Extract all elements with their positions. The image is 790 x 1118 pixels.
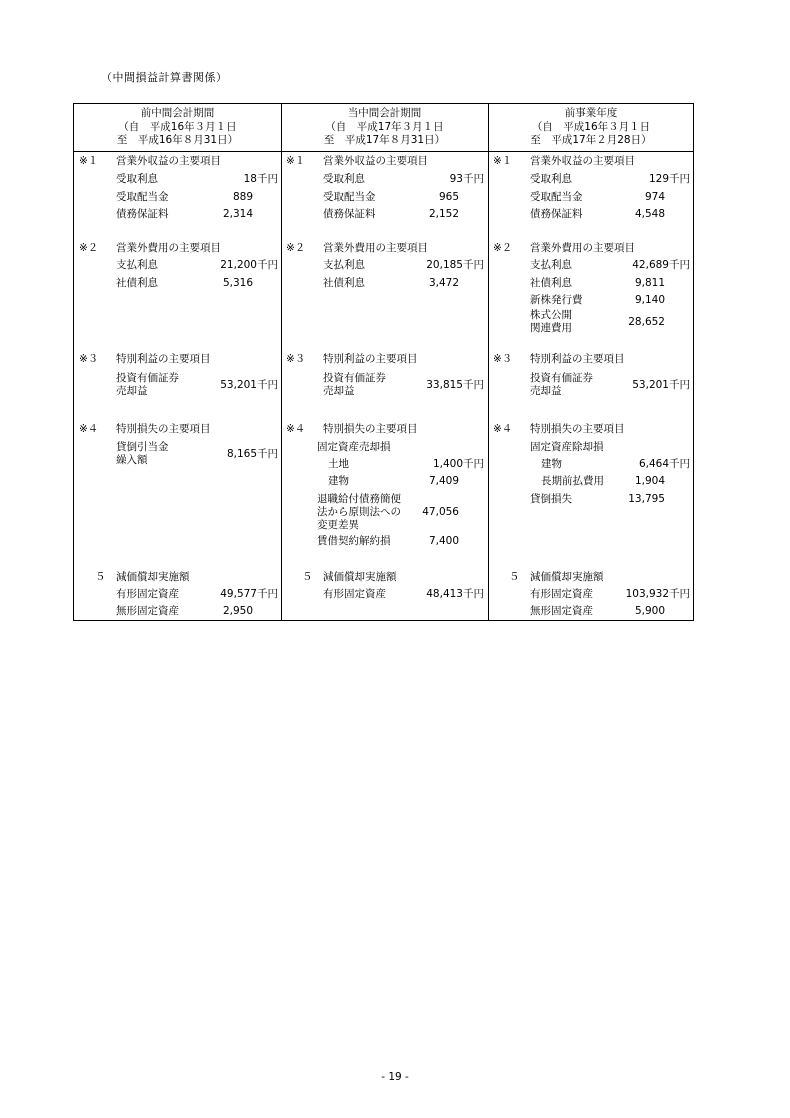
note-mark: ※３ (286, 353, 306, 365)
item-label: 受取利息 (116, 173, 158, 185)
note-mark: ※３ (493, 353, 513, 365)
item-label: 社債利息 (530, 277, 572, 289)
item-value: 2,152 (428, 208, 459, 220)
note-title: 営業外収益の主要項目 (530, 155, 635, 167)
item-label: 債務保証料 (530, 208, 583, 220)
item-value: 8,165千円 (226, 448, 278, 460)
item-value: 9,811 (634, 277, 665, 289)
note-title: 減価償却実施額 (323, 571, 397, 583)
item-value: 5,316 (222, 277, 253, 289)
page-number: - 19 - (381, 1071, 409, 1083)
item-value: 103,932千円 (625, 588, 690, 600)
item-value: 6,464千円 (638, 458, 690, 470)
column-header (488, 107, 694, 148)
item-value: 42,689千円 (632, 259, 690, 271)
item-label: 貸倒損失 (530, 493, 572, 505)
item-label: 支払利息 (116, 259, 158, 271)
item-value: 3,472 (428, 277, 459, 289)
item-value: 1,400千円 (432, 458, 484, 470)
sub-heading: 固定資産売却損 (317, 441, 391, 453)
item-value: 47,056 (422, 506, 459, 518)
period-to: 至 平成17年２月28日） (530, 134, 652, 146)
item-value: 7,400 (428, 535, 459, 547)
item-value: 13,795 (628, 493, 665, 505)
note-mark: ※４ (286, 423, 306, 435)
note-mark: ５ (95, 571, 106, 583)
item-label: 受取利息 (323, 173, 365, 185)
note-title: 特別利益の主要項目 (323, 353, 418, 365)
note-title: 減価償却実施額 (530, 571, 604, 583)
column-prior-interim (74, 104, 281, 620)
item-label: 債務保証料 (323, 208, 376, 220)
note-title: 特別損失の主要項目 (116, 423, 211, 435)
item-value: 2,314 (222, 208, 253, 220)
item-label: 新株発行費 (530, 294, 583, 306)
item-label: 受取配当金 (116, 191, 169, 203)
item-label: 支払利息 (530, 259, 572, 271)
item-label: 株式公開 関連費用 (530, 309, 572, 334)
note-mark: ５ (302, 571, 313, 583)
note-mark: ※４ (493, 423, 513, 435)
note-mark: ※４ (79, 423, 99, 435)
item-value: 2,950 (222, 605, 253, 617)
period-name: 前中間会計期間 (140, 107, 215, 119)
column-current-interim (281, 104, 488, 620)
item-value: 1,904 (634, 475, 665, 487)
item-value: 49,577千円 (220, 588, 278, 600)
item-label: 債務保証料 (116, 208, 169, 220)
item-value: 93千円 (449, 173, 484, 185)
item-label: 土地 (328, 458, 349, 470)
note-mark: ※２ (493, 242, 513, 254)
note-mark: ※２ (79, 242, 99, 254)
item-value: 48,413千円 (426, 588, 484, 600)
item-value: 5,900 (634, 605, 665, 617)
income-statement-notes-table (73, 103, 694, 621)
item-value: 21,200千円 (220, 259, 278, 271)
item-label: 受取配当金 (323, 191, 376, 203)
item-label: 長期前払費用 (541, 475, 604, 487)
item-label: 受取利息 (530, 173, 572, 185)
note-title: 特別損失の主要項目 (530, 423, 625, 435)
item-label: 貸倒引当金 繰入額 (116, 441, 169, 466)
column-header (281, 107, 488, 148)
note-mark: ※１ (286, 155, 306, 167)
item-label: 受取配当金 (530, 191, 583, 203)
item-label: 無形固定資産 (530, 605, 593, 617)
period-name: 前事業年度 (564, 107, 618, 119)
item-label: 社債利息 (323, 277, 365, 289)
item-value: 974 (644, 191, 665, 203)
item-label: 退職給付債務簡便 法から原則法への 変更差異 (317, 493, 401, 531)
item-value: 28,652 (628, 316, 665, 328)
column-header (74, 107, 281, 148)
note-mark: ※１ (79, 155, 99, 167)
column-prior-fiscal-year (488, 104, 694, 620)
item-value: 4,548 (634, 208, 665, 220)
item-label: 有形固定資産 (323, 588, 386, 600)
note-title: 特別利益の主要項目 (530, 353, 625, 365)
note-title: 特別利益の主要項目 (116, 353, 211, 365)
note-mark: ※２ (286, 242, 306, 254)
period-from: （自 平成16年３月１日 (118, 120, 237, 133)
note-title: 減価償却実施額 (116, 571, 190, 583)
period-to: 至 平成16年８月31日） (116, 134, 239, 146)
item-value: 20,185千円 (426, 259, 484, 271)
period-from: （自 平成17年３月１日 (325, 120, 444, 133)
item-value: 9,140 (634, 294, 665, 306)
note-title: 営業外費用の主要項目 (323, 242, 428, 254)
period-from: （自 平成16年３月１日 (531, 120, 651, 133)
period-to: 至 平成17年８月31日） (323, 134, 446, 146)
item-label: 社債利息 (116, 277, 158, 289)
item-value: 53,201千円 (220, 379, 278, 391)
item-label: 支払利息 (323, 259, 365, 271)
item-label: 有形固定資産 (530, 588, 593, 600)
item-value: 18千円 (243, 173, 278, 185)
note-title: 営業外収益の主要項目 (323, 155, 428, 167)
section-title: （中間損益計算書関係） (101, 71, 228, 84)
note-title: 営業外収益の主要項目 (116, 155, 221, 167)
item-label: 投資有価証券 売却益 (323, 372, 386, 397)
note-mark: ※３ (79, 353, 99, 365)
item-label: 投資有価証券 売却益 (116, 372, 179, 397)
note-mark: ※１ (493, 155, 513, 167)
note-title: 営業外費用の主要項目 (530, 242, 635, 254)
period-name: 当中間会計期間 (347, 107, 422, 119)
item-value: 7,409 (428, 475, 459, 487)
item-label: 無形固定資産 (116, 605, 179, 617)
item-label: 投資有価証券 売却益 (530, 372, 593, 397)
item-label: 建物 (541, 458, 562, 470)
item-label: 賃借契約解約損 (317, 535, 391, 547)
note-title: 特別損失の主要項目 (323, 423, 418, 435)
sub-heading: 固定資産除却損 (530, 441, 604, 453)
item-value: 129千円 (648, 173, 690, 185)
item-label: 建物 (328, 475, 349, 487)
item-value: 965 (438, 191, 459, 203)
item-value: 889 (232, 191, 253, 203)
item-label: 有形固定資産 (116, 588, 179, 600)
note-title: 営業外費用の主要項目 (116, 242, 221, 254)
note-mark: ５ (509, 571, 520, 583)
item-value: 53,201千円 (632, 379, 690, 391)
item-value: 33,815千円 (426, 379, 484, 391)
